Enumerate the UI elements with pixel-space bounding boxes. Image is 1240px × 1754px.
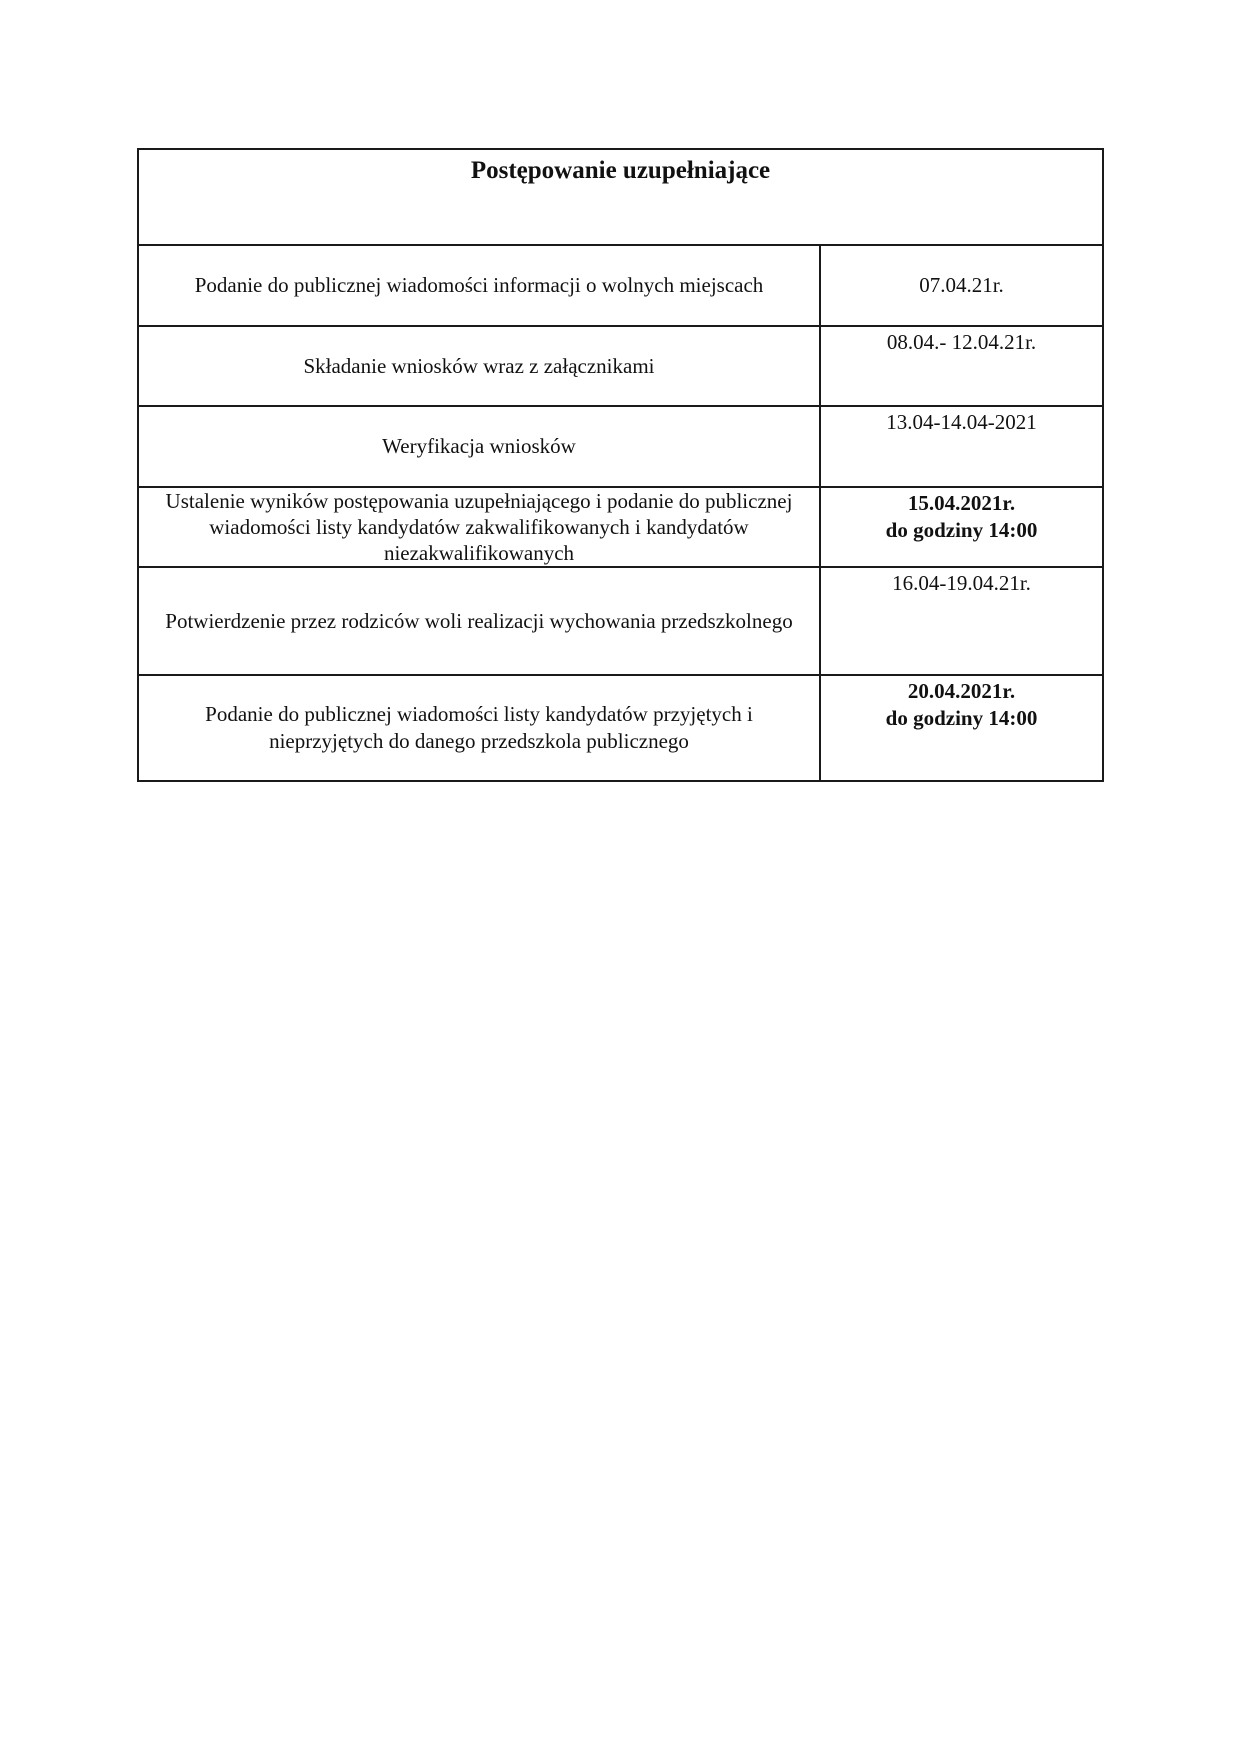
step-description: Ustalenie wyników postępowania uzupełniającego i podanie do publicznej wiadomości listy kandydatów zakwalifikowanych i kandydatów niezakwalifikowanych bbox=[138, 487, 820, 567]
step-description: Weryfikacja wniosków bbox=[138, 406, 820, 487]
table-title: Postępowanie uzupełniające bbox=[138, 149, 1103, 245]
date-line: 07.04.21r. bbox=[919, 273, 1004, 297]
date-line: 16.04-19.04.21r. bbox=[892, 571, 1031, 595]
date-line: 13.04-14.04-2021 bbox=[886, 410, 1037, 434]
step-description: Podanie do publicznej wiadomości informacji o wolnych miejscach bbox=[138, 245, 820, 326]
table-row bbox=[138, 245, 1103, 326]
table-row bbox=[138, 567, 1103, 675]
table-row bbox=[138, 406, 1103, 487]
date-line: 20.04.2021r. bbox=[907, 679, 1016, 703]
table-title-row bbox=[138, 149, 1103, 245]
table-row bbox=[138, 487, 1103, 567]
step-date bbox=[820, 245, 1103, 326]
step-date bbox=[820, 675, 1103, 781]
schedule-table bbox=[137, 148, 1104, 782]
table-row bbox=[138, 675, 1103, 781]
step-description: Potwierdzenie przez rodziców woli realizacji wychowania przedszkolnego bbox=[138, 567, 820, 675]
step-date bbox=[820, 406, 1103, 487]
date-line: 08.04.- 12.04.21r. bbox=[886, 330, 1037, 354]
step-date bbox=[820, 487, 1103, 567]
table-row bbox=[138, 326, 1103, 406]
step-date bbox=[820, 567, 1103, 675]
step-description: Składanie wniosków wraz z załącznikami bbox=[138, 326, 820, 406]
step-date bbox=[820, 326, 1103, 406]
date-line: do godziny 14:00 bbox=[885, 706, 1038, 730]
date-line: 15.04.2021r. bbox=[907, 491, 1016, 515]
date-line: do godziny 14:00 bbox=[885, 518, 1038, 542]
step-description: Podanie do publicznej wiadomości listy kandydatów przyjętych i nieprzyjętych do danego przedszkola publicznego bbox=[138, 675, 820, 781]
